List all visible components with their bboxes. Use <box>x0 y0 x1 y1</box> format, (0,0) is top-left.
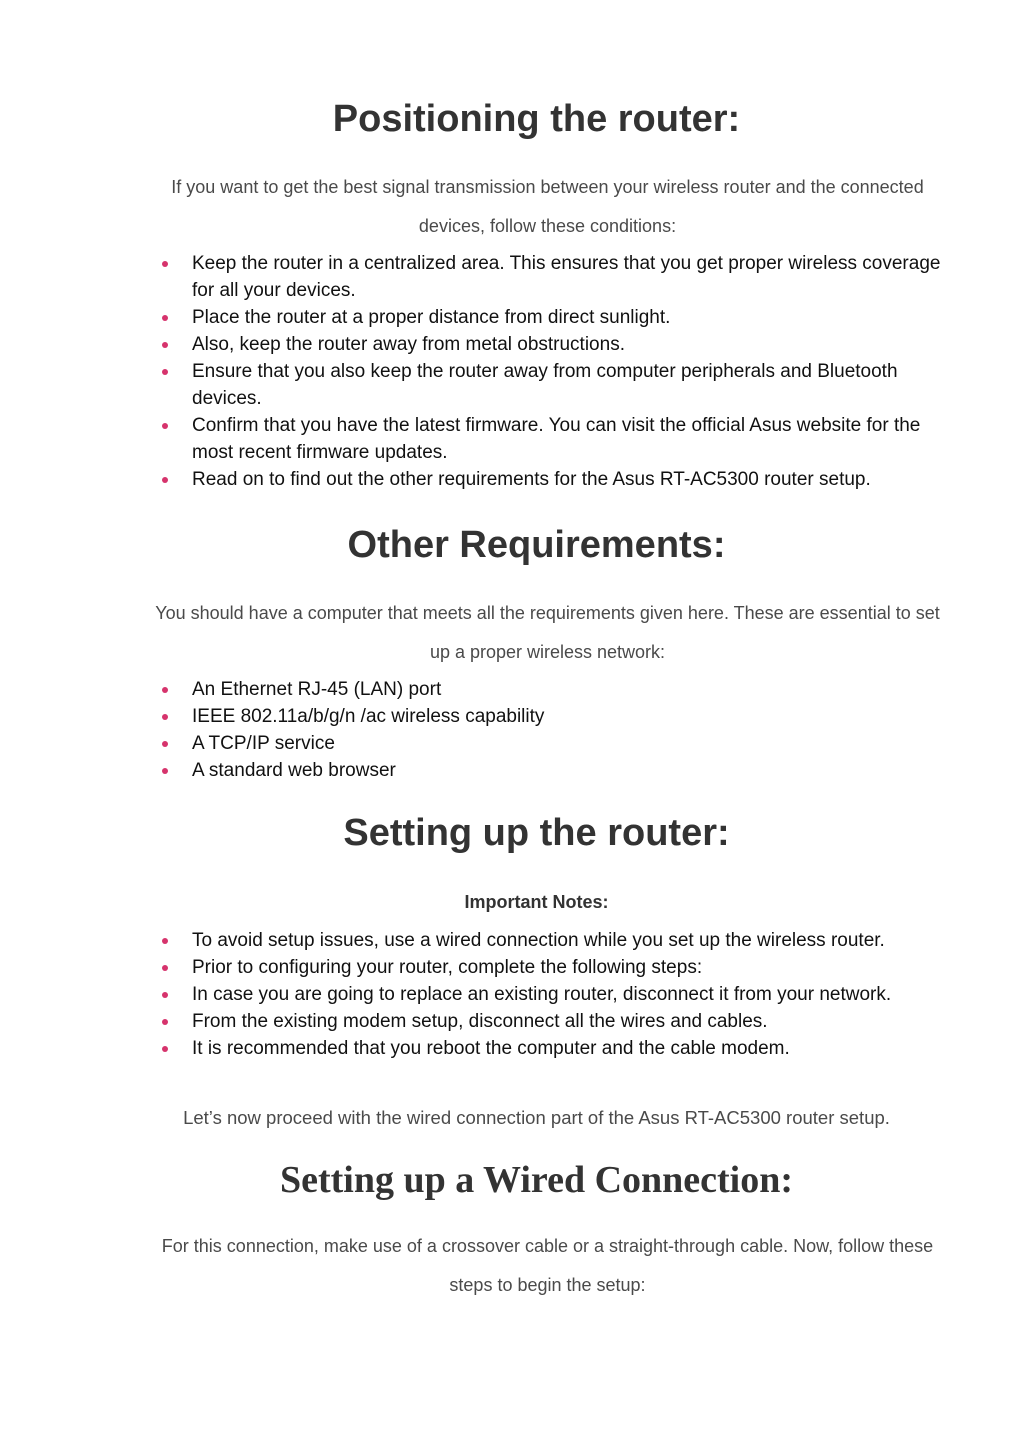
heading-setup: Setting up the router: <box>343 812 730 854</box>
intro-positioning: If you want to get the best signal transmission between your wireless router and the connected devices, follow these conditions: <box>171 177 924 236</box>
intro-requirements: You should have a computer that meets all the requirements given here. These are essential to set up a proper wireless network: <box>155 603 940 662</box>
list-item: A standard web browser <box>0 757 960 784</box>
list-item: Read on to find out the other requirements for the Asus RT-AC5300 router setup. <box>0 466 960 493</box>
proceed-text: Let’s now proceed with the wired connection part of the Asus RT-AC5300 router setup. <box>183 1107 890 1128</box>
list-item: A TCP/IP service <box>0 730 960 757</box>
list-item: To avoid setup issues, use a wired connection while you set up the wireless router. <box>0 927 960 954</box>
list-item: Place the router at a proper distance from direct sunlight. <box>0 304 960 331</box>
important-notes-label: Important Notes: <box>464 892 609 912</box>
heading-positioning: Positioning the router: <box>332 98 741 140</box>
list-item: In case you are going to replace an existing router, disconnect it from your network. <box>0 981 960 1008</box>
list-setup <box>0 927 960 1062</box>
list-item: IEEE 802.11a/b/g/n /ac wireless capability <box>0 703 960 730</box>
list-item: Keep the router in a centralized area. This ensures that you get proper wireless coverage for all your devices. <box>0 250 960 304</box>
heading-requirements: Other Requirements: <box>347 524 726 566</box>
list-item: Also, keep the router away from metal obstructions. <box>0 331 960 358</box>
list-item: Ensure that you also keep the router away from computer peripherals and Bluetooth devices. <box>0 358 960 412</box>
list-requirements <box>0 676 960 784</box>
intro-wired: For this connection, make use of a crossover cable or a straight-through cable. Now, follow these steps to begin the setup: <box>161 1236 934 1295</box>
list-item: It is recommended that you reboot the computer and the cable modem. <box>0 1035 960 1062</box>
list-item: Confirm that you have the latest firmware. You can visit the official Asus website for the most recent firmware updates. <box>0 412 960 466</box>
list-positioning <box>0 250 960 493</box>
list-item: From the existing modem setup, disconnect all the wires and cables. <box>0 1008 960 1035</box>
heading-wired: Setting up a Wired Connection: <box>279 1159 794 1201</box>
list-item: Prior to configuring your router, complete the following steps: <box>0 954 960 981</box>
list-item: An Ethernet RJ-45 (LAN) port <box>0 676 960 703</box>
